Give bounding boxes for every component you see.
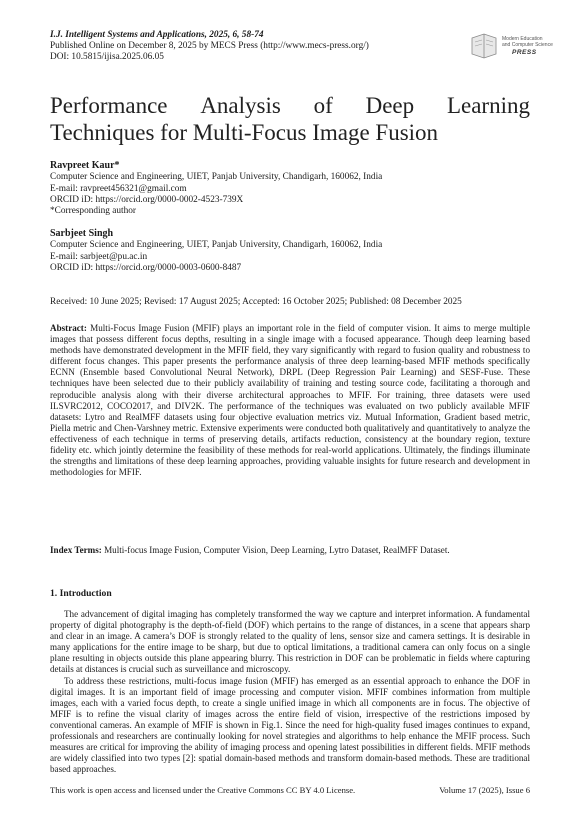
abstract-label: Abstract: — [50, 323, 87, 333]
publication-line: Published Online on December 8, 2025 by MECS Press (http://www.mecs-press.org/) — [50, 41, 369, 51]
book-logo-icon — [470, 32, 498, 60]
author-email[interactable]: E-mail: ravpreet456321@gmail.com — [50, 183, 187, 194]
paragraph: To address these restrictions, multi-focus image fusion (MFIF) has emerged as an essential approach to enhance the DOF in digital images. It is an important field of image processing and computer vision. MFIF combines information from multiple images, each with a varied focus depth, to create a single unified image in which all components are in focus. The objective of MFIF is to refine the visual clarity of images across the entire field of vision, irrespective of the restrictions imposed by conventional cameras. An example of MFIF is shown in Fig.1. Since the need for high-quality fused images continues to expand, professionals and researchers are continually looking for novel strategies and algorithms to help enhance the MFIF process. Such measures are critical for improving the ability of imaging process and opening latest possibilities in different fields. MFIF methods are widely classified into two types [2]: spatial domain-based methods and transform domain-based methods. These are traditional based approaches. — [50, 675, 530, 775]
author-affiliation: Computer Science and Engineering, UIET, Panjab University, Chandigarh, 160062, India — [50, 172, 383, 183]
author-name: Ravpreet Kaur* — [50, 160, 120, 171]
corresponding-note: *Corresponding author — [50, 206, 136, 217]
paragraph: The advancement of digital imaging has completely transformed the way we capture and interpret information. A fundamental property of digital photography is the depth-of-field (DOF) which pertains to the range of distances, in a scene that appears sharp and clear in an image. A camera’s DOF is strongly related to the quality of lens, sensor size and camera settings. It is desirable in many applications for the entire image to be sharp, but due to optical limitations, a traditional camera can only focus on a single plane resulting in objects outside this plane appearing blurry. This restriction in DOF can be problematic in fields where capturing details at distances is crucial such as surveillance and microscopy. — [50, 609, 530, 675]
paper-title — [50, 92, 530, 146]
title-line-1: Performance Analysis of Deep Learning — [50, 93, 530, 118]
abstract-text: Multi-Focus Image Fusion (MFIF) plays an important role in the field of computer vision. It aims to merge multiple images that possess different focus depths, resulting in a single image with a focused appearance. Though deep learning based methods have demonstrated development in the MFIF field, they vary significantly with regard to fusion quality and robustness to different focus changes. This paper presents the performance analysis of three deep learning-based MFIF methods specifically ECNN (Ensemble based Convolutional Neural Network), DRPL (Deep Regression Pair Learning) and SESF-Fuse. These techniques have been selected due to their publicly availability of training and testing source code, facilitating a thorough and reproducible analysis along with their diverse architectural approaches to MFIF. For training, three datasets were used ILSVRC2012, COCO2017, and DIV2K. The performance of the techniques was evaluated on two publicly available MFIF datasets: Lytro and RealMFF datasets using four objective evaluation metrics viz. Mutual Information, Gradient based metric, Piella metric and Chen-Varshney metric. Extensive experiments were conducted both qualitatively and quantitatively to analyze the effectiveness of each technique in terms of preserving details, artifacts reduction, consistency at the boundary region, texture fidelity etc. which jointly determine the feasibility of these methods for real-world applications. Ultimately, the findings illuminate the strengths and limitations of these deep learning approaches, providing valuable insights for future research and development in methodologies for MFIF. — [50, 323, 530, 478]
author-name: Sarbjeet Singh — [50, 228, 114, 239]
logo-text: Modern Education and Computer Science — [502, 36, 553, 48]
page-footer — [50, 785, 530, 795]
index-terms-text: Multi-focus Image Fusion, Computer Vision, Deep Learning, Lytro Dataset, RealMFF Dataset. — [101, 545, 450, 555]
logo-press-text: PRESS — [512, 49, 537, 56]
mecs-press-logo — [452, 32, 553, 68]
index-terms — [50, 545, 530, 556]
author-email[interactable]: E-mail: sarbjeet@pu.ac.in — [50, 251, 148, 262]
title-line-2: Techniques for Multi-Focus Image Fusion — [50, 120, 439, 145]
author-block-1 — [50, 160, 530, 217]
author-affiliation: Computer Science and Engineering, UIET, Panjab University, Chandigarh, 160062, India — [50, 240, 383, 251]
volume-issue: Volume 17 (2025), Issue 6 — [439, 785, 530, 795]
author-block-2 — [50, 228, 530, 274]
author-orcid[interactable]: ORCID iD: https://orcid.org/0000-0002-4523-739X — [50, 194, 244, 205]
author-orcid[interactable]: ORCID iD: https://orcid.org/0000-0003-0600-8487 — [50, 262, 242, 273]
section-heading: 1. Introduction — [50, 588, 112, 599]
journal-citation: I.J. Intelligent Systems and Applications, 2025, 6, 58-74 — [50, 30, 264, 40]
introduction-body — [50, 609, 530, 775]
license-note: This work is open access and licensed under the Creative Commons CC BY 4.0 License. — [50, 785, 356, 795]
abstract — [50, 323, 530, 478]
doi-line: DOI: 10.5815/ijisa.2025.06.05 — [50, 52, 164, 62]
publication-dates: Received: 10 June 2025; Revised: 17 August 2025; Accepted: 16 October 2025; Published: 08 December 2025 — [50, 297, 462, 307]
index-terms-label: Index Terms: — [50, 545, 102, 555]
